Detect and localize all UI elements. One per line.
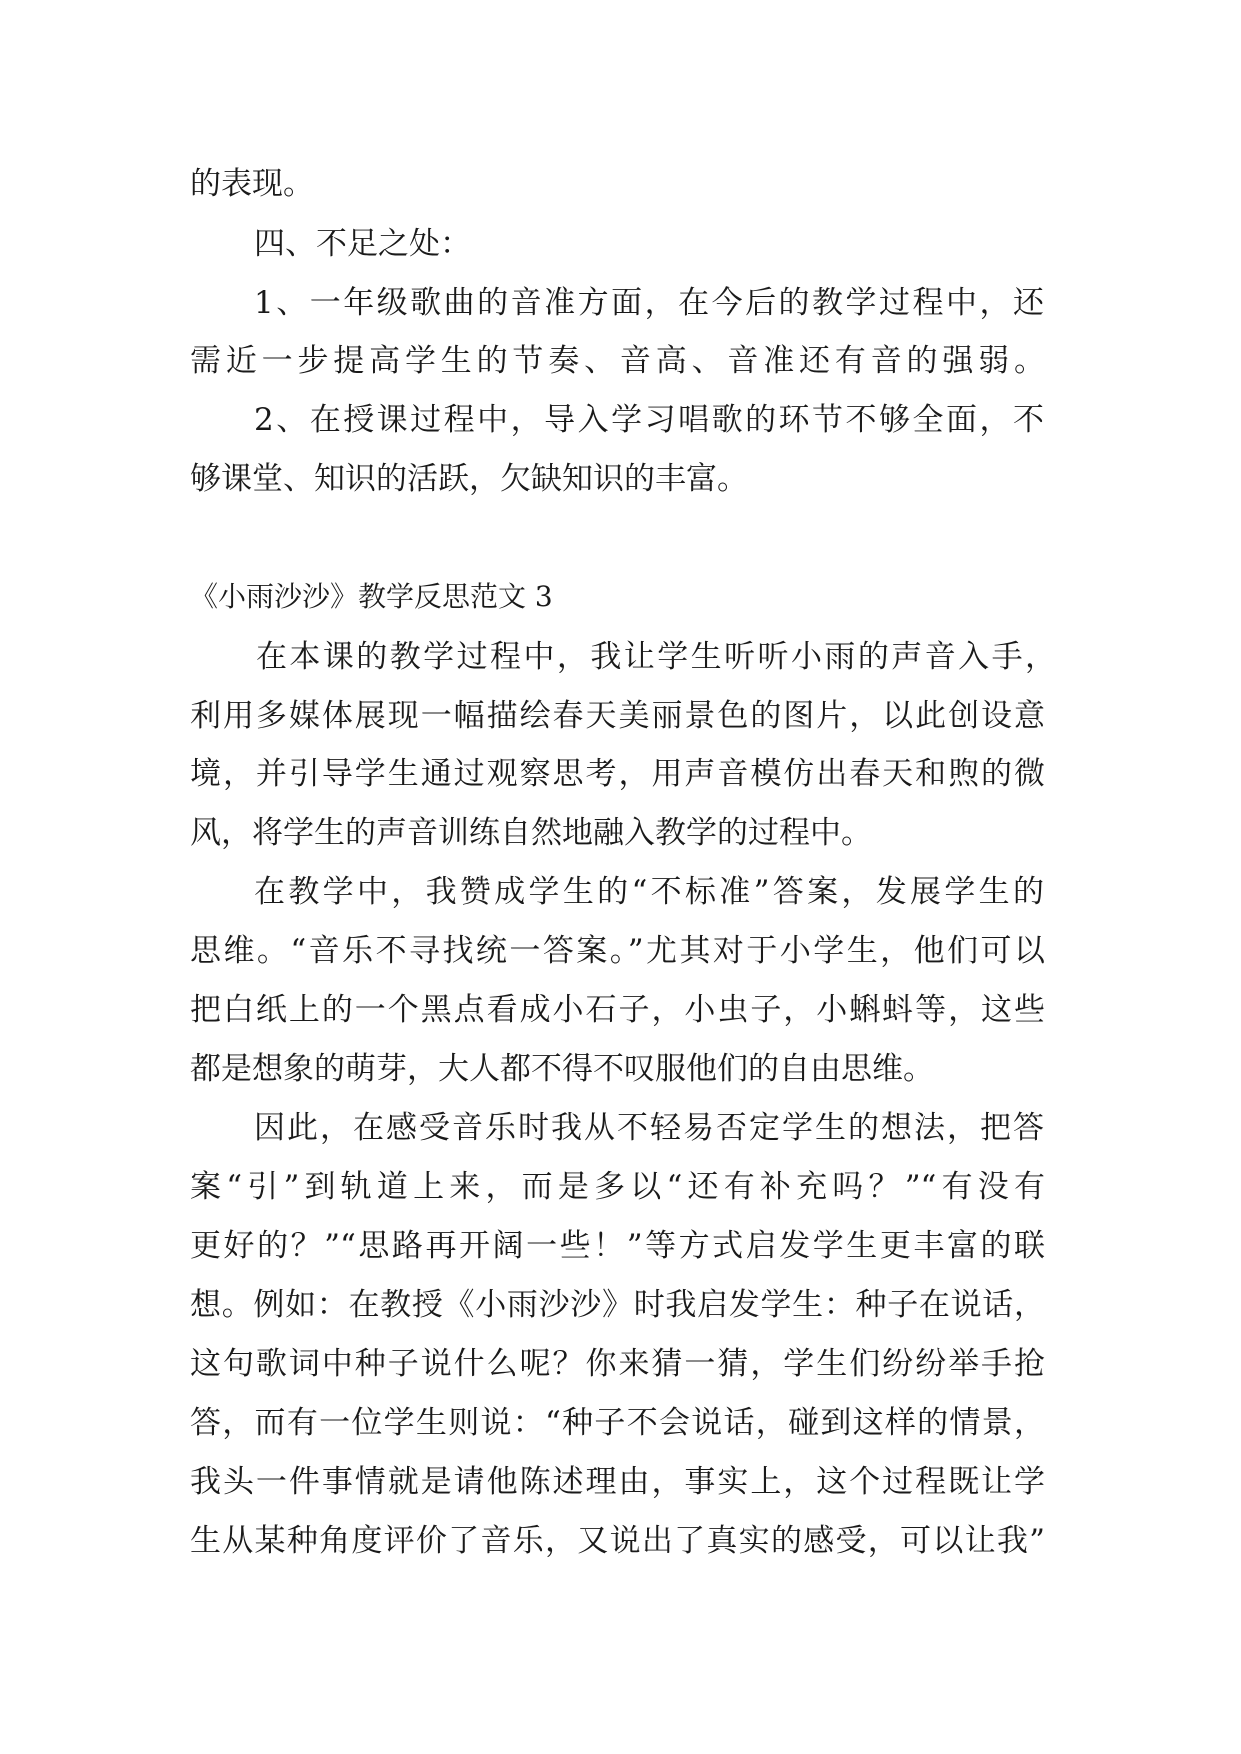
text-line	[0, 744, 1241, 804]
list-item-2-line-2: 够课堂、知识的活跃，欠缺知识的丰富。	[190, 461, 748, 497]
list-item-2-line-1: 2、在授课过程中，导入学习唱歌的环节不够全面，不	[254, 402, 1044, 438]
paragraph-3-line: 想。例如：在教授《小雨沙沙》时我启发学生：种子在说话，	[190, 1287, 1045, 1323]
paragraph-3-line: 答，而有一位学生则说：“种子不会说话，碰到这样的情景，	[190, 1405, 1045, 1441]
section-heading-shortcomings: 四、不足之处：	[254, 226, 471, 262]
text-line	[0, 331, 1241, 391]
paragraph-2-line: 在教学中，我赞成学生的“不标准”答案，发展学生的	[254, 874, 1044, 910]
text-line	[0, 154, 1241, 214]
text-line	[0, 1275, 1241, 1335]
paragraph-2-line: 都是想象的萌芽，大人都不得不叹服他们的自由思维。	[190, 1051, 934, 1087]
text-line	[0, 862, 1241, 922]
paragraph-1-line: 境，并引导学生通过观察思考，用声音模仿出春天和煦的微	[190, 756, 1045, 792]
text-line	[0, 980, 1241, 1040]
paragraph-3-line: 这句歌词中种子说什么呢？你来猜一猜，学生们纷纷举手抢	[190, 1346, 1045, 1382]
text-line	[0, 921, 1241, 981]
text-line	[0, 567, 1241, 627]
paragraph-2-line: 把白纸上的一个黑点看成小石子，小虫子，小蝌蚪等，这些	[190, 992, 1045, 1028]
paragraph-1-line: 风，将学生的声音训练自然地融入教学的过程中。	[190, 815, 872, 851]
paragraph-3-line: 更好的？”“思路再开阔一些！”等方式启发学生更丰富的联	[190, 1228, 1045, 1264]
paragraph-1-line: 利用多媒体展现一幅描绘春天美丽景色的图片，以此创设意	[190, 698, 1045, 734]
text-line	[0, 1334, 1241, 1394]
paragraph-1-line: 在本课的教学过程中，我让学生听听小雨的声音入手，	[256, 639, 1056, 675]
paragraph-3-line: 案“引”到轨道上来，而是多以“还有补充吗？”“有没有	[190, 1169, 1045, 1205]
text-line	[0, 1216, 1241, 1276]
list-item-1-line-2: 需近一步提高学生的节奏、音高、音准还有音的强弱。	[190, 343, 1045, 379]
text-line	[0, 390, 1241, 450]
text-line	[0, 1157, 1241, 1217]
text-line	[0, 1393, 1241, 1453]
paragraph-3-line: 我头一件事情就是请他陈述理由，事实上，这个过程既让学	[190, 1464, 1045, 1500]
text-line	[0, 1452, 1241, 1512]
paragraph-2-line: 思维。“音乐不寻找统一答案。”尤其对于小学生，他们可以	[190, 933, 1045, 969]
text-line	[0, 214, 1241, 274]
text-line	[0, 273, 1241, 333]
section-title: 《小雨沙沙》教学反思范文 3	[190, 580, 553, 613]
text-line	[0, 1098, 1241, 1158]
paragraph-3-line: 生从某种角度评价了音乐，又说出了真实的感受，可以让我”	[190, 1523, 1045, 1559]
text-line	[0, 627, 1241, 687]
paragraph-tail: 的表现。	[190, 166, 314, 202]
text-line	[0, 1511, 1241, 1571]
text-line	[0, 686, 1241, 746]
text-line	[0, 1039, 1241, 1099]
text-line	[0, 449, 1241, 509]
text-line	[0, 803, 1241, 863]
list-item-1-line-1: 1、一年级歌曲的音准方面，在今后的教学过程中，还	[254, 285, 1044, 321]
paragraph-3-line: 因此，在感受音乐时我从不轻易否定学生的想法，把答	[254, 1110, 1044, 1146]
